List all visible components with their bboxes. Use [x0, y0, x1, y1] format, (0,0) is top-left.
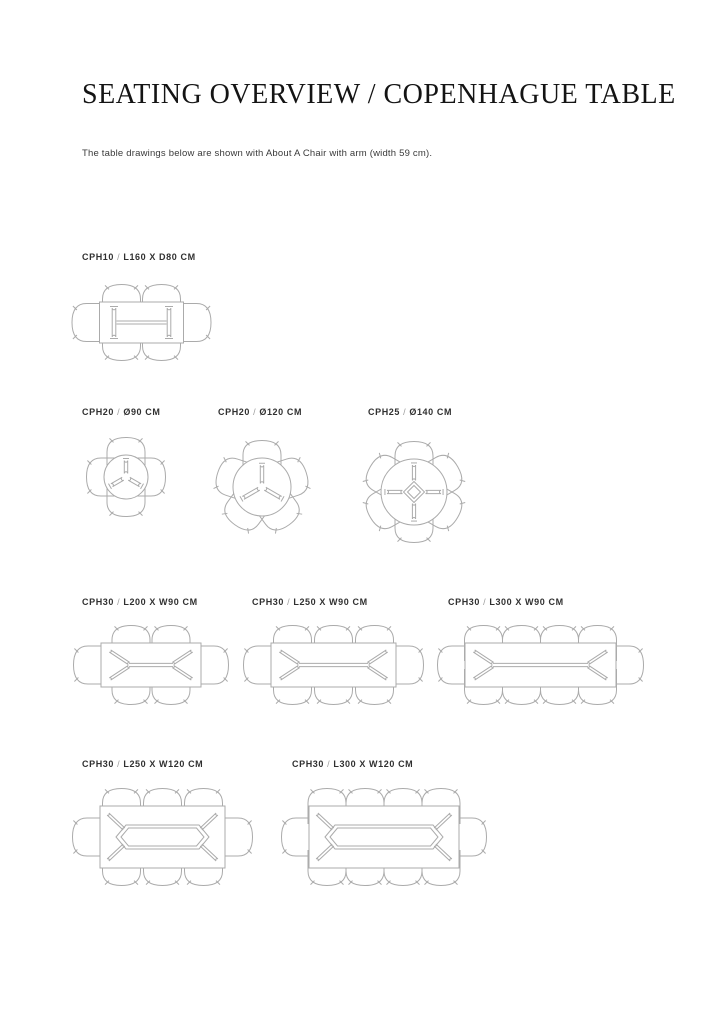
- diagram-cph20-d90: [87, 438, 166, 517]
- figure-model: CPH30: [448, 597, 481, 607]
- figure-size: L250 X W90 CM: [293, 597, 368, 607]
- figure-model: CPH30: [82, 759, 115, 769]
- diagram-cph10-l160: [72, 285, 211, 361]
- diagram-cph25-d140: [361, 442, 467, 543]
- page-title: SEATING OVERVIEW / COPENHAGUE TABLE: [82, 79, 676, 110]
- figure-model: CPH10: [82, 252, 115, 262]
- figure-model: CPH25: [368, 407, 401, 417]
- figure-size: L200 X W90 CM: [123, 597, 198, 607]
- diagram-cph30-l300-w120: [282, 789, 487, 886]
- figure-separator: /: [253, 407, 257, 417]
- figure-size: Ø120 CM: [259, 407, 303, 417]
- figure-model: CPH30: [82, 597, 115, 607]
- figure-separator: /: [403, 407, 407, 417]
- figure-separator: /: [287, 597, 291, 607]
- diagram-cph20-d120: [212, 441, 312, 536]
- diagram-cph30-l250-w90: [244, 626, 424, 705]
- figure-size: L160 X D80 CM: [123, 252, 196, 262]
- diagram-cph30-l250-w120: [73, 789, 253, 886]
- figure-size: Ø90 CM: [123, 407, 161, 417]
- figure-model: CPH20: [82, 407, 115, 417]
- figure-separator: /: [327, 759, 331, 769]
- figure-size: Ø140 CM: [409, 407, 453, 417]
- figure-model: CPH30: [252, 597, 285, 607]
- figure-size: L250 X W120 CM: [123, 759, 204, 769]
- figure-separator: /: [117, 407, 121, 417]
- diagram-cph30-l300-w90: [438, 626, 644, 705]
- diagram-cph30-l200-w90: [74, 626, 229, 705]
- figure-model: CPH30: [292, 759, 325, 769]
- figure-separator: /: [117, 252, 121, 262]
- figure-model: CPH20: [218, 407, 251, 417]
- figure-separator: /: [117, 759, 121, 769]
- page-subtitle: The table drawings below are shown with About A Chair with arm (width 59 cm).: [82, 148, 433, 159]
- figure-size: L300 X W120 CM: [333, 759, 414, 769]
- figure-separator: /: [483, 597, 487, 607]
- figure-separator: /: [117, 597, 121, 607]
- figure-size: L300 X W90 CM: [489, 597, 564, 607]
